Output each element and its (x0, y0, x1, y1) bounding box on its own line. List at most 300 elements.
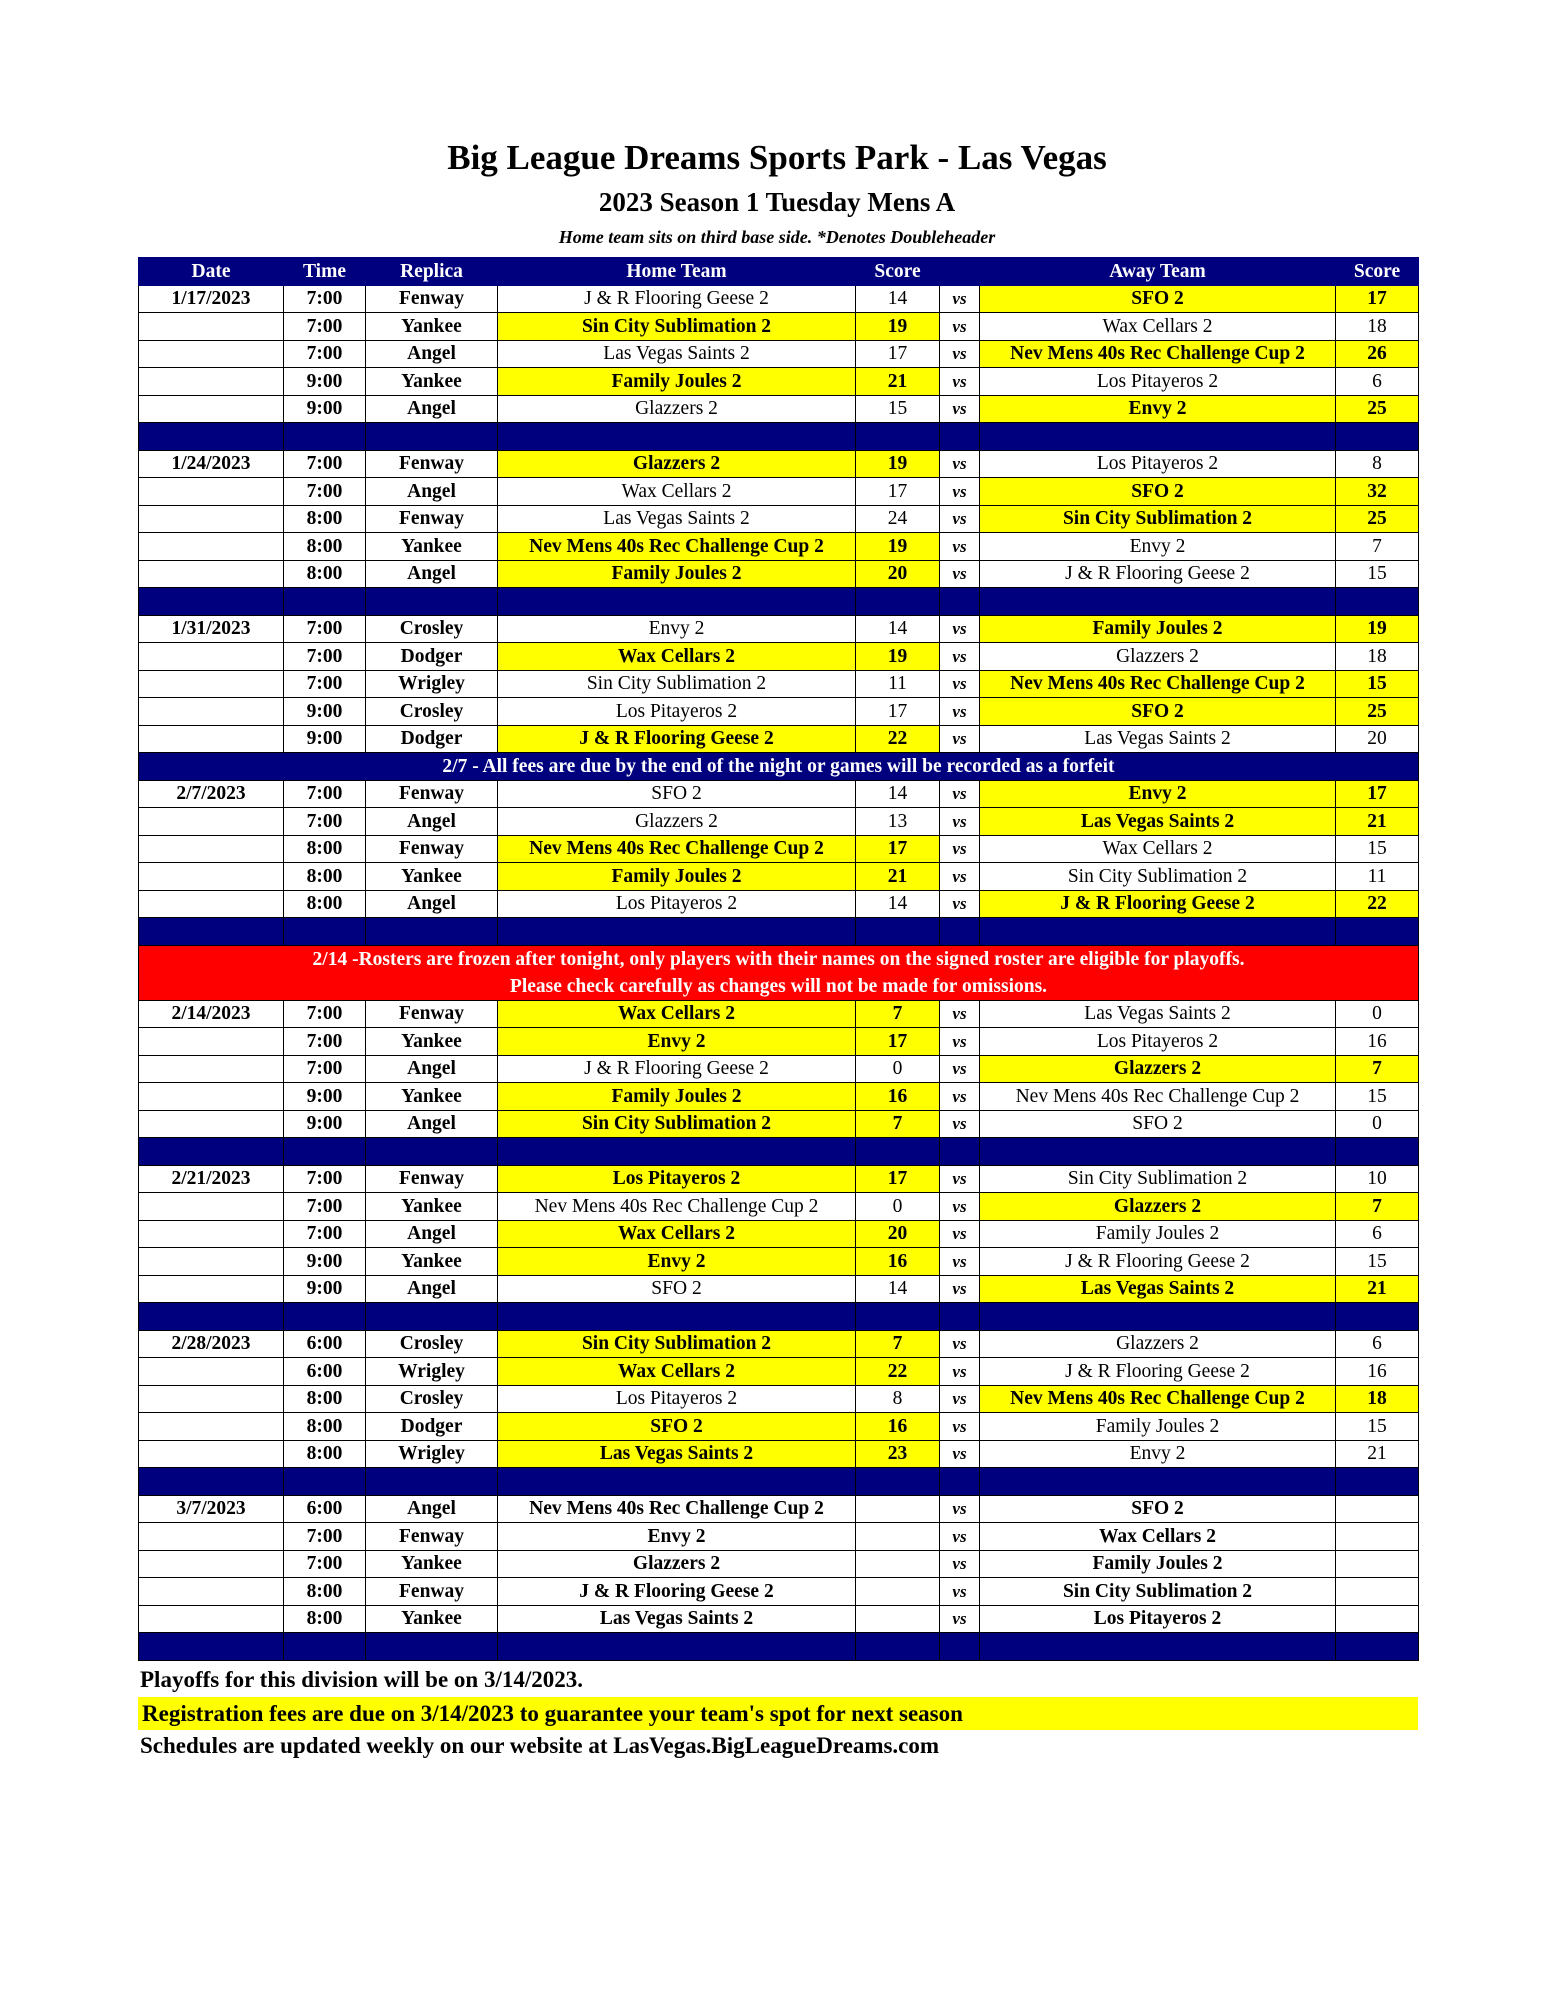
vs-label: vs (940, 313, 980, 341)
away-team: Family Joules 2 (980, 615, 1336, 643)
game-date (139, 1248, 284, 1276)
game-field: Fenway (366, 505, 498, 533)
separator-cell (284, 1633, 366, 1661)
separator-cell (498, 423, 856, 451)
away-score: 0 (1336, 1110, 1419, 1138)
game-row (139, 835, 1419, 863)
game-date (139, 1605, 284, 1633)
game-row (139, 1000, 1419, 1028)
away-score: 16 (1336, 1028, 1419, 1056)
game-date (139, 1578, 284, 1606)
game-time: 7:00 (284, 1028, 366, 1056)
away-team: Envy 2 (980, 395, 1336, 423)
home-team: Family Joules 2 (498, 1083, 856, 1111)
game-time: 9:00 (284, 1110, 366, 1138)
separator-cell (940, 423, 980, 451)
separator-cell (498, 588, 856, 616)
away-score (1336, 1605, 1419, 1633)
away-score: 25 (1336, 395, 1419, 423)
separator-cell (139, 1633, 284, 1661)
home-team: Envy 2 (498, 1523, 856, 1551)
separator-row (139, 1468, 1419, 1496)
game-time: 7:00 (284, 313, 366, 341)
game-field: Angel (366, 890, 498, 918)
vs-label: vs (940, 285, 980, 313)
game-field: Angel (366, 1495, 498, 1523)
game-field: Yankee (366, 1605, 498, 1633)
game-field: Fenway (366, 835, 498, 863)
away-team: J & R Flooring Geese 2 (980, 560, 1336, 588)
home-team: Las Vegas Saints 2 (498, 1605, 856, 1633)
away-team: Family Joules 2 (980, 1220, 1336, 1248)
home-team: Envy 2 (498, 1248, 856, 1276)
game-time: 9:00 (284, 1083, 366, 1111)
game-row (139, 670, 1419, 698)
away-team: Nev Mens 40s Rec Challenge Cup 2 (980, 340, 1336, 368)
game-time: 9:00 (284, 725, 366, 753)
game-row (139, 1440, 1419, 1468)
home-score: 17 (856, 835, 940, 863)
away-score: 10 (1336, 1165, 1419, 1193)
vs-label: vs (940, 1330, 980, 1358)
game-row (139, 1248, 1419, 1276)
away-score: 8 (1336, 450, 1419, 478)
away-score: 16 (1336, 1358, 1419, 1386)
game-field: Dodger (366, 643, 498, 671)
vs-label: vs (940, 533, 980, 561)
home-team: Nev Mens 40s Rec Challenge Cup 2 (498, 1495, 856, 1523)
game-field: Yankee (366, 313, 498, 341)
game-row (139, 1275, 1419, 1303)
away-score: 15 (1336, 560, 1419, 588)
col-replica: Replica (366, 258, 498, 286)
game-date: 1/17/2023 (139, 285, 284, 313)
home-score: 8 (856, 1385, 940, 1413)
separator-cell (980, 1633, 1336, 1661)
game-row (139, 505, 1419, 533)
away-team: Family Joules 2 (980, 1413, 1336, 1441)
game-time: 8:00 (284, 863, 366, 891)
away-team: Sin City Sublimation 2 (980, 505, 1336, 533)
game-date (139, 643, 284, 671)
game-time: 9:00 (284, 395, 366, 423)
separator-cell (139, 918, 284, 946)
away-team: SFO 2 (980, 1495, 1336, 1523)
separator-cell (940, 1468, 980, 1496)
game-row (139, 615, 1419, 643)
game-date (139, 835, 284, 863)
schedule-body (139, 285, 1419, 1660)
home-score: 20 (856, 560, 940, 588)
home-score: 14 (856, 1275, 940, 1303)
home-score: 16 (856, 1083, 940, 1111)
game-field: Angel (366, 1220, 498, 1248)
vs-label: vs (940, 1110, 980, 1138)
game-row (139, 340, 1419, 368)
away-score: 0 (1336, 1000, 1419, 1028)
away-score (1336, 1550, 1419, 1578)
game-time: 8:00 (284, 890, 366, 918)
game-row (139, 808, 1419, 836)
game-time: 7:00 (284, 643, 366, 671)
separator-cell (366, 1138, 498, 1166)
game-time: 6:00 (284, 1330, 366, 1358)
game-row (139, 1550, 1419, 1578)
home-score: 17 (856, 1165, 940, 1193)
away-score: 20 (1336, 725, 1419, 753)
home-team: Las Vegas Saints 2 (498, 505, 856, 533)
home-score: 13 (856, 808, 940, 836)
home-team: Sin City Sublimation 2 (498, 1110, 856, 1138)
game-row (139, 1028, 1419, 1056)
home-score: 16 (856, 1248, 940, 1276)
home-score: 21 (856, 863, 940, 891)
home-team: J & R Flooring Geese 2 (498, 725, 856, 753)
game-field: Wrigley (366, 670, 498, 698)
separator-row (139, 1138, 1419, 1166)
separator-cell (980, 918, 1336, 946)
away-team: Wax Cellars 2 (980, 1523, 1336, 1551)
away-team: Wax Cellars 2 (980, 313, 1336, 341)
separator-cell (940, 1138, 980, 1166)
game-field: Dodger (366, 1413, 498, 1441)
vs-label: vs (940, 505, 980, 533)
game-date: 1/31/2023 (139, 615, 284, 643)
game-field: Angel (366, 1110, 498, 1138)
vs-label: vs (940, 1028, 980, 1056)
game-time: 8:00 (284, 1578, 366, 1606)
roster-notice (139, 945, 1419, 1000)
game-time: 7:00 (284, 340, 366, 368)
away-team: SFO 2 (980, 698, 1336, 726)
game-field: Crosley (366, 1330, 498, 1358)
home-team: SFO 2 (498, 1275, 856, 1303)
home-team: Los Pitayeros 2 (498, 1165, 856, 1193)
separator-cell (284, 1468, 366, 1496)
game-field: Angel (366, 560, 498, 588)
away-score: 18 (1336, 1385, 1419, 1413)
home-team: Glazzers 2 (498, 450, 856, 478)
separator-cell (139, 1468, 284, 1496)
home-score: 22 (856, 725, 940, 753)
game-time: 7:00 (284, 808, 366, 836)
page-title: Big League Dreams Sports Park - Las Vegas (447, 138, 1107, 177)
game-field: Crosley (366, 1385, 498, 1413)
vs-label: vs (940, 698, 980, 726)
home-team: Wax Cellars 2 (498, 1220, 856, 1248)
game-time: 6:00 (284, 1358, 366, 1386)
game-time: 7:00 (284, 1000, 366, 1028)
game-field: Angel (366, 478, 498, 506)
vs-label: vs (940, 1550, 980, 1578)
roster-notice-line2: Please check carefully as changes will not be made for omissions. (509, 975, 1048, 997)
game-field: Yankee (366, 1193, 498, 1221)
separator-cell (856, 423, 940, 451)
game-date (139, 1055, 284, 1083)
game-field: Fenway (366, 1000, 498, 1028)
away-score: 19 (1336, 615, 1419, 643)
game-date (139, 1083, 284, 1111)
away-score: 21 (1336, 808, 1419, 836)
game-date (139, 1413, 284, 1441)
away-team: Sin City Sublimation 2 (980, 1165, 1336, 1193)
vs-label: vs (940, 1358, 980, 1386)
schedule-table (138, 257, 1419, 1661)
home-team: Nev Mens 40s Rec Challenge Cup 2 (498, 835, 856, 863)
home-team: Nev Mens 40s Rec Challenge Cup 2 (498, 1193, 856, 1221)
away-score: 32 (1336, 478, 1419, 506)
game-time: 9:00 (284, 1248, 366, 1276)
vs-label: vs (940, 615, 980, 643)
separator-cell (856, 1138, 940, 1166)
game-date: 2/28/2023 (139, 1330, 284, 1358)
separator-cell (498, 1138, 856, 1166)
home-team: Envy 2 (498, 1028, 856, 1056)
separator-cell (856, 588, 940, 616)
away-score: 6 (1336, 368, 1419, 396)
game-row (139, 313, 1419, 341)
game-time: 8:00 (284, 1413, 366, 1441)
vs-label: vs (940, 1578, 980, 1606)
separator-cell (1336, 588, 1419, 616)
vs-label: vs (940, 450, 980, 478)
home-team: Wax Cellars 2 (498, 1358, 856, 1386)
separator-cell (366, 1468, 498, 1496)
away-score: 26 (1336, 340, 1419, 368)
separator-cell (1336, 918, 1419, 946)
game-row (139, 1110, 1419, 1138)
away-team: Nev Mens 40s Rec Challenge Cup 2 (980, 1385, 1336, 1413)
game-row (139, 698, 1419, 726)
vs-label: vs (940, 560, 980, 588)
away-score (1336, 1495, 1419, 1523)
separator-cell (980, 1303, 1336, 1331)
col-home-team: Home Team (498, 258, 856, 286)
home-team: Family Joules 2 (498, 560, 856, 588)
home-team: Sin City Sublimation 2 (498, 670, 856, 698)
away-team: Los Pitayeros 2 (980, 368, 1336, 396)
game-date: 1/24/2023 (139, 450, 284, 478)
separator-cell (284, 423, 366, 451)
away-team: Las Vegas Saints 2 (980, 808, 1336, 836)
website-note: Schedules are updated weekly on our website at LasVegas.BigLeagueDreams.com (140, 1733, 940, 1758)
away-team: Los Pitayeros 2 (980, 1605, 1336, 1633)
home-score (856, 1578, 940, 1606)
away-team: Las Vegas Saints 2 (980, 1275, 1336, 1303)
away-score: 17 (1336, 285, 1419, 313)
game-field: Angel (366, 1275, 498, 1303)
game-date: 2/21/2023 (139, 1165, 284, 1193)
separator-cell (940, 1633, 980, 1661)
game-row (139, 1605, 1419, 1633)
registration-note: Registration fees are due on 3/14/2023 to guarantee your team's spot for next season (138, 1697, 1418, 1730)
game-field: Yankee (366, 368, 498, 396)
vs-label: vs (940, 1083, 980, 1111)
game-row (139, 450, 1419, 478)
home-team: SFO 2 (498, 780, 856, 808)
away-team: Glazzers 2 (980, 1193, 1336, 1221)
home-score: 24 (856, 505, 940, 533)
home-team: Sin City Sublimation 2 (498, 313, 856, 341)
home-score: 15 (856, 395, 940, 423)
vs-label: vs (940, 478, 980, 506)
game-date (139, 1385, 284, 1413)
away-team: Las Vegas Saints 2 (980, 1000, 1336, 1028)
game-row (139, 1193, 1419, 1221)
away-score: 22 (1336, 890, 1419, 918)
separator-cell (940, 588, 980, 616)
separator-cell (366, 1633, 498, 1661)
game-row (139, 533, 1419, 561)
away-team: Sin City Sublimation 2 (980, 1578, 1336, 1606)
separator-cell (1336, 1138, 1419, 1166)
game-time: 6:00 (284, 1495, 366, 1523)
home-score: 7 (856, 1330, 940, 1358)
home-team-note: Home team sits on third base side. *Denotes Doubleheader (558, 227, 996, 247)
separator-cell (980, 588, 1336, 616)
vs-label: vs (940, 1275, 980, 1303)
game-field: Yankee (366, 863, 498, 891)
page-subtitle: 2023 Season 1 Tuesday Mens A (598, 187, 956, 217)
away-team: J & R Flooring Geese 2 (980, 1358, 1336, 1386)
game-time: 7:00 (284, 450, 366, 478)
game-row (139, 1165, 1419, 1193)
game-date: 2/7/2023 (139, 780, 284, 808)
home-team: Los Pitayeros 2 (498, 890, 856, 918)
game-row (139, 1220, 1419, 1248)
game-date (139, 1193, 284, 1221)
home-team: Wax Cellars 2 (498, 478, 856, 506)
away-team: J & R Flooring Geese 2 (980, 890, 1336, 918)
game-date (139, 395, 284, 423)
separator-cell (139, 588, 284, 616)
separator-row (139, 588, 1419, 616)
away-team: SFO 2 (980, 1110, 1336, 1138)
home-score: 19 (856, 533, 940, 561)
home-score: 17 (856, 698, 940, 726)
away-team: Envy 2 (980, 533, 1336, 561)
game-field: Yankee (366, 1248, 498, 1276)
separator-cell (940, 1303, 980, 1331)
vs-label: vs (940, 808, 980, 836)
game-time: 7:00 (284, 1220, 366, 1248)
home-team: Los Pitayeros 2 (498, 1385, 856, 1413)
home-score: 14 (856, 615, 940, 643)
away-score: 7 (1336, 1193, 1419, 1221)
game-time: 8:00 (284, 835, 366, 863)
vs-label: vs (940, 340, 980, 368)
game-date (139, 533, 284, 561)
game-date (139, 1275, 284, 1303)
vs-label: vs (940, 1523, 980, 1551)
col-home-score: Score (856, 258, 940, 286)
home-score: 16 (856, 1413, 940, 1441)
away-score: 11 (1336, 863, 1419, 891)
home-score: 21 (856, 368, 940, 396)
game-date (139, 670, 284, 698)
away-team: Envy 2 (980, 780, 1336, 808)
vs-label: vs (940, 1413, 980, 1441)
separator-cell (1336, 1633, 1419, 1661)
game-time: 7:00 (284, 670, 366, 698)
col-away-score: Score (1336, 258, 1419, 286)
game-time: 7:00 (284, 1193, 366, 1221)
home-score: 23 (856, 1440, 940, 1468)
game-row (139, 780, 1419, 808)
game-row (139, 890, 1419, 918)
game-field: Fenway (366, 450, 498, 478)
away-score: 17 (1336, 780, 1419, 808)
home-team: Wax Cellars 2 (498, 1000, 856, 1028)
vs-label: vs (940, 1165, 980, 1193)
game-date (139, 1220, 284, 1248)
home-team: J & R Flooring Geese 2 (498, 285, 856, 313)
game-row (139, 285, 1419, 313)
separator-cell (856, 1633, 940, 1661)
home-score: 11 (856, 670, 940, 698)
game-date (139, 340, 284, 368)
separator-cell (498, 918, 856, 946)
game-field: Fenway (366, 285, 498, 313)
home-score (856, 1495, 940, 1523)
separator-cell (366, 1303, 498, 1331)
home-team: Wax Cellars 2 (498, 643, 856, 671)
home-team: Los Pitayeros 2 (498, 698, 856, 726)
away-score: 25 (1336, 505, 1419, 533)
game-date (139, 368, 284, 396)
away-team: Nev Mens 40s Rec Challenge Cup 2 (980, 1083, 1336, 1111)
col-date: Date (139, 258, 284, 286)
away-team: Las Vegas Saints 2 (980, 725, 1336, 753)
game-row (139, 1413, 1419, 1441)
vs-label: vs (940, 835, 980, 863)
away-score: 18 (1336, 313, 1419, 341)
game-time: 7:00 (284, 1165, 366, 1193)
playoffs-note: Playoffs for this division will be on 3/14/2023. (140, 1667, 584, 1692)
separator-cell (284, 588, 366, 616)
col-time: Time (284, 258, 366, 286)
separator-cell (980, 1468, 1336, 1496)
game-date (139, 1440, 284, 1468)
game-field: Angel (366, 395, 498, 423)
separator-cell (856, 1468, 940, 1496)
header-row (139, 258, 1419, 286)
game-date (139, 698, 284, 726)
vs-label: vs (940, 1193, 980, 1221)
game-date (139, 1110, 284, 1138)
away-team: Glazzers 2 (980, 1330, 1336, 1358)
home-team: Nev Mens 40s Rec Challenge Cup 2 (498, 533, 856, 561)
away-score: 15 (1336, 1248, 1419, 1276)
game-time: 8:00 (284, 1440, 366, 1468)
game-field: Wrigley (366, 1440, 498, 1468)
home-team: Las Vegas Saints 2 (498, 1440, 856, 1468)
away-score: 21 (1336, 1440, 1419, 1468)
game-row (139, 1083, 1419, 1111)
home-team: J & R Flooring Geese 2 (498, 1055, 856, 1083)
home-team: Family Joules 2 (498, 368, 856, 396)
game-time: 9:00 (284, 698, 366, 726)
game-row (139, 560, 1419, 588)
game-row (139, 1358, 1419, 1386)
home-score: 14 (856, 780, 940, 808)
away-team: Sin City Sublimation 2 (980, 863, 1336, 891)
game-row (139, 643, 1419, 671)
separator-cell (284, 1138, 366, 1166)
separator-cell (366, 588, 498, 616)
away-score: 7 (1336, 1055, 1419, 1083)
game-row (139, 368, 1419, 396)
